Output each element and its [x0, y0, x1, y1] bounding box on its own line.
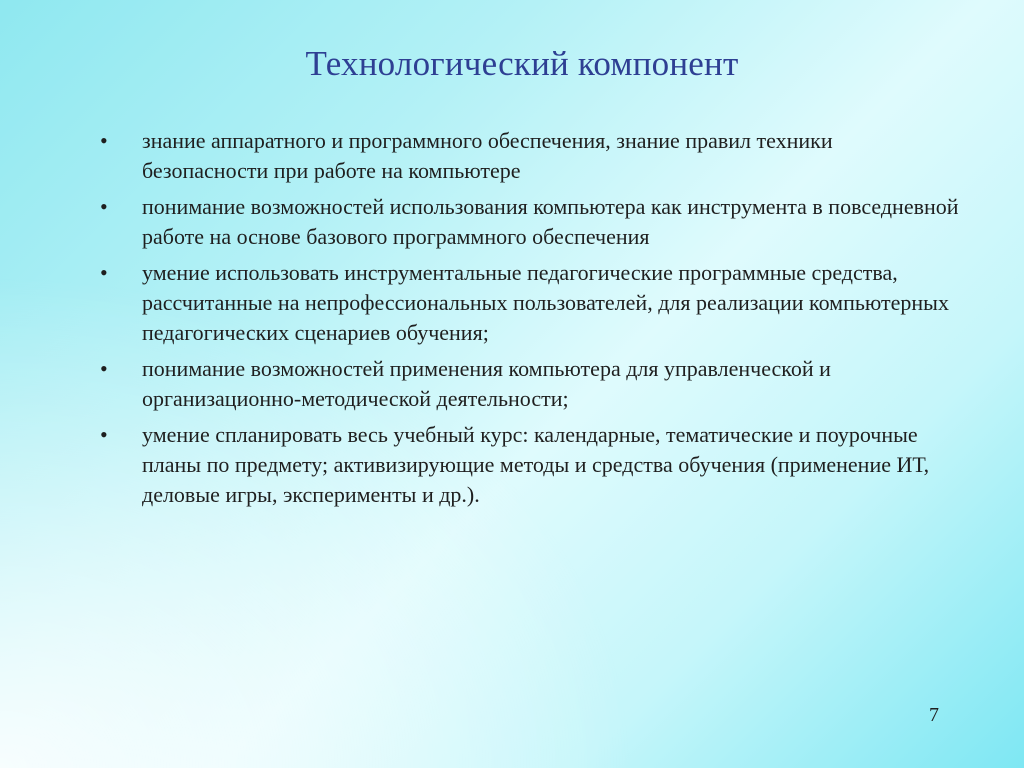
bullet-item	[100, 126, 960, 186]
slide-title: Технологический компонент	[305, 44, 739, 83]
bullet-marker: •	[100, 260, 108, 285]
bullet-item	[100, 192, 960, 252]
bullet-marker: •	[100, 128, 108, 153]
bullet-marker: •	[100, 194, 108, 219]
bullet-text: умение спланировать весь учебный курс: календарные, тематические и поурочные планы по предмету; активизирующие методы и средства обучения (применение ИТ, деловые игры, эксперименты и др.).	[142, 422, 930, 507]
bullet-list	[100, 126, 960, 516]
bullet-item	[100, 354, 960, 414]
bullet-text: знание аппаратного и программного обеспечения, знание правил техники безопасности при работе на компьютере	[142, 128, 833, 183]
bullet-text: понимание возможностей использования компьютера как инструмента в повседневной работе на основе базового программного обеспечения	[142, 194, 959, 249]
bullet-item	[100, 258, 960, 348]
page-number: 7	[929, 704, 939, 726]
bullet-item	[100, 420, 960, 510]
bullet-marker: •	[100, 422, 108, 447]
bullet-text: понимание возможностей применения компьютера для управленческой и организационно-методической деятельности;	[142, 356, 831, 411]
bullet-text: умение использовать инструментальные педагогические программные средства, рассчитанные на непрофессиональных пользователей, для реализации компьютерных педагогических сценариев обучения;	[142, 260, 949, 345]
bullet-marker: •	[100, 356, 108, 381]
